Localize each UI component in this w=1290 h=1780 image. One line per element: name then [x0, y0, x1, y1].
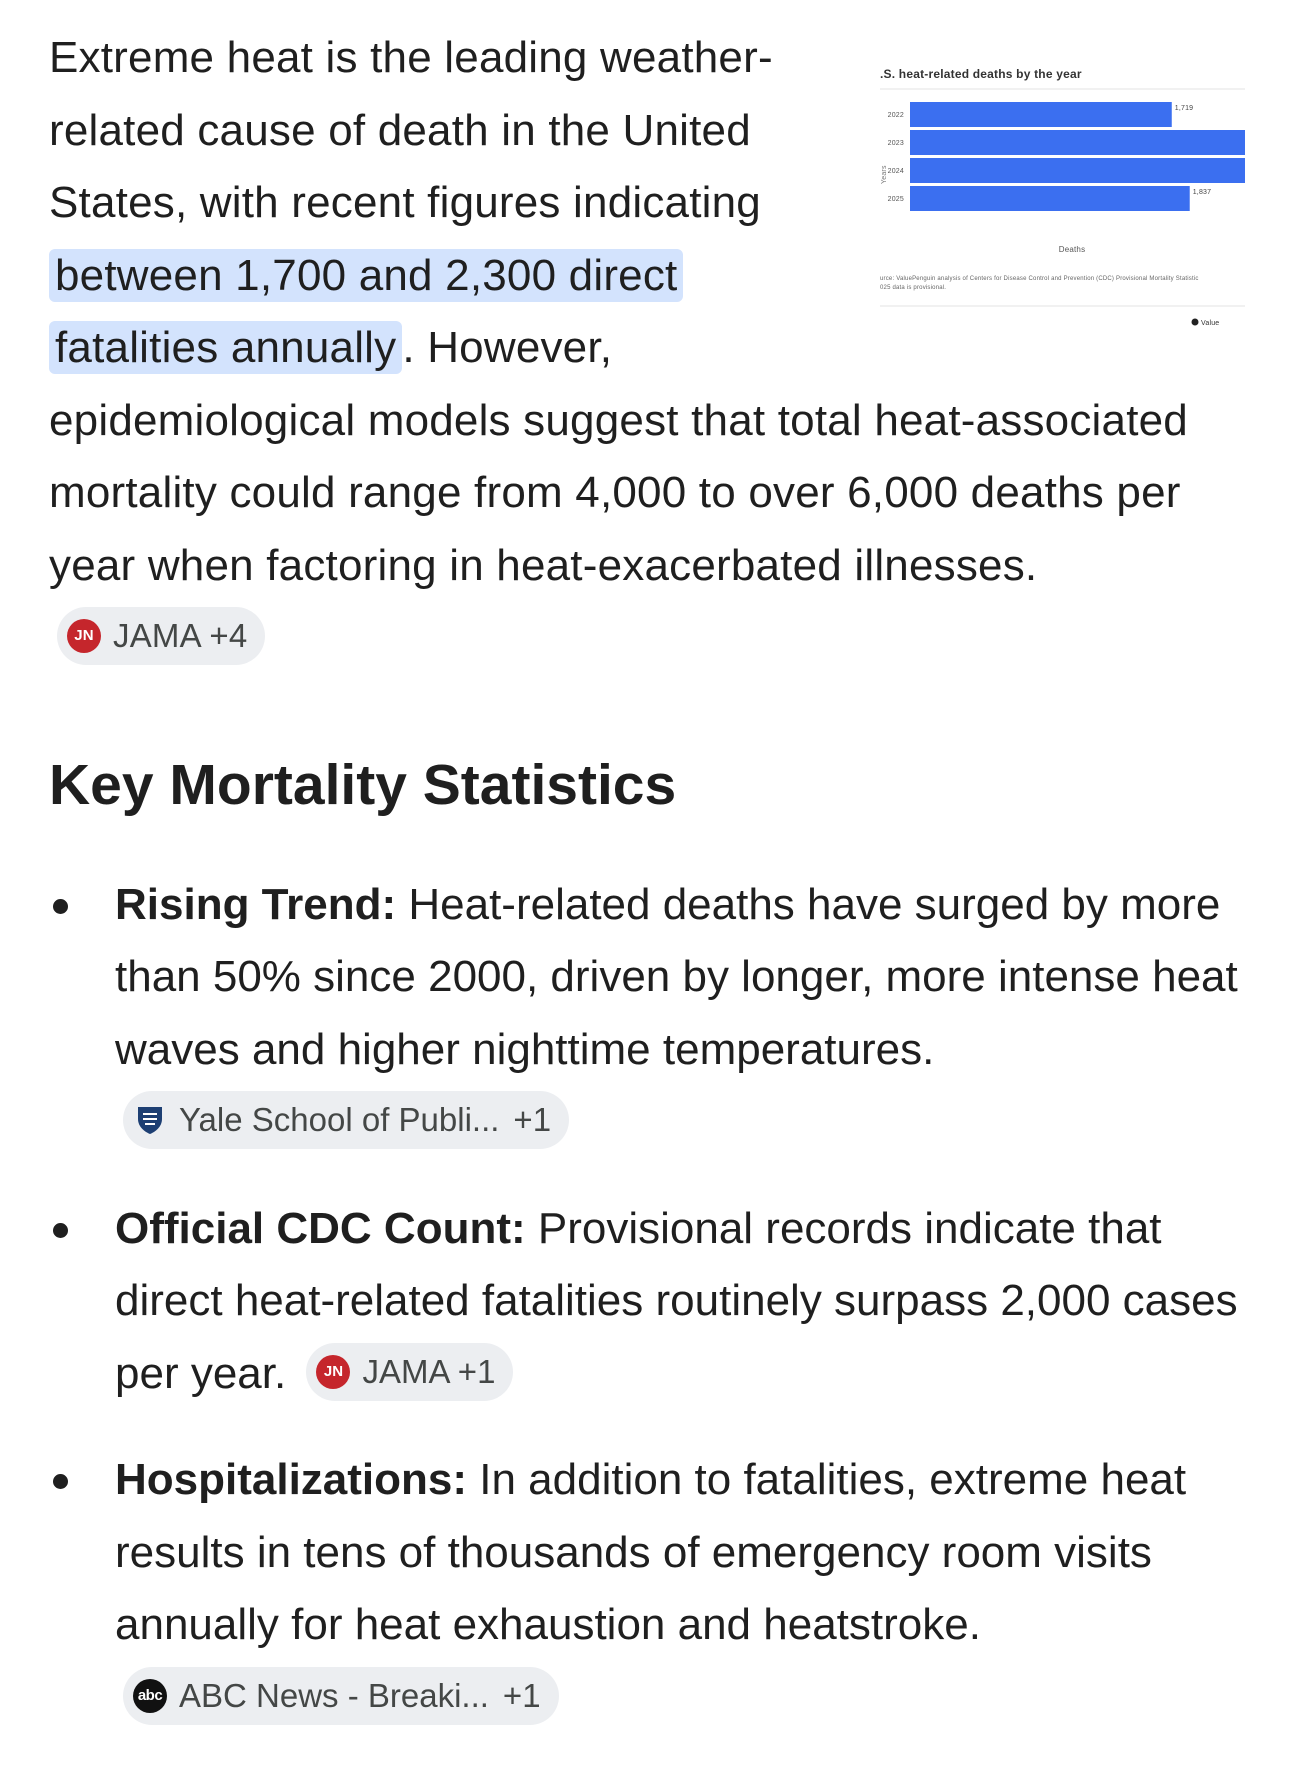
chart-svg [880, 44, 1245, 342]
source-chip-more: +1 [502, 1676, 541, 1714]
tick-label-2025: 2025 [887, 196, 904, 203]
source-chip-more: +1 [513, 1101, 552, 1139]
section-heading: Key Mortality Statistics [49, 752, 677, 817]
value-penguin-logo-icon [1192, 319, 1199, 326]
list-item-cdc-count [49, 1193, 1245, 1411]
chart-ylabel: Years [881, 165, 888, 184]
item-title: Official CDC Count: [115, 1203, 526, 1253]
source-chip-jama[interactable] [306, 1343, 513, 1401]
list-item-rising-trend [49, 869, 1245, 1159]
chart-source: urce: ValuePenguin analysis of Centers for Disease Control and Prevention (CDC) Provisional Mortality Statistic [880, 276, 1199, 282]
intro-text-end: . However, epidemiological models suggest that total heat-associated mortality could range from 4,000 to over 6,000 deaths per year when factoring in heat-exacerbated illnesses. [49, 323, 1188, 590]
chart-bars [888, 102, 1245, 211]
yale-shield-icon [133, 1103, 167, 1137]
chart-xlabel: Deaths [1058, 245, 1086, 254]
item-text: Provisional records indicate that direct heat-related fatalities routinely surpass 2,000 cases per year. [115, 1203, 1238, 1398]
data-label-2022: 1,719 [1174, 105, 1194, 112]
chart-thumbnail[interactable] [880, 44, 1245, 342]
item-title: Hospitalizations: [115, 1455, 468, 1504]
source-chip-yale[interactable] [123, 1091, 569, 1149]
source-chip-jama[interactable] [57, 607, 265, 665]
list-item-hospitalizations [49, 1444, 1245, 1734]
jama-network-icon: JN [67, 619, 101, 653]
tick-label-2024: 2024 [887, 168, 904, 175]
bar-2023 [910, 130, 1245, 155]
answer-content [49, 22, 1245, 1768]
item-title: Rising Trend: [115, 879, 397, 929]
jama-network-icon: JN [316, 1355, 350, 1389]
data-label-2025: 1,837 [1192, 189, 1212, 196]
bar-2022 [910, 102, 1172, 127]
chart-title: .S. heat-related deaths by the year [880, 67, 1082, 81]
bullet-icon [53, 1474, 68, 1489]
tick-label-2023: 2023 [887, 140, 904, 147]
source-chip-label: Yale School of Publi... [179, 1101, 500, 1139]
intro-text-start: Extreme heat is the leading weather-related cause of death in the United States, with recent figures indicating [49, 33, 773, 227]
item-text: Heat-related deaths have surged by more than 50% since 2000, driven by longer, more intense heat waves and higher nighttime temperatures. [115, 879, 1238, 1074]
chart-brand: Value [1201, 320, 1220, 327]
intro-paragraph [49, 22, 1245, 675]
chart-note: 025 data is provisional. [880, 285, 947, 291]
statistics-list [49, 869, 1245, 1735]
bullet-icon [53, 899, 68, 914]
source-chip-label: JAMA +4 [113, 617, 248, 655]
source-chip-abc-news[interactable] [123, 1667, 559, 1725]
tick-label-2022: 2022 [887, 112, 904, 119]
highlighted-fatality-range: between 1,700 and 2,300 direct fatalities annually [49, 249, 683, 375]
bullet-icon [53, 1223, 68, 1238]
source-chip-label: ABC News - Breaki... [179, 1676, 489, 1714]
item-text: In addition to fatalities, extreme heat results in tens of thousands of emergency room visits annually for heat exhaustion and heatstroke. [115, 1455, 1187, 1649]
bar-2025 [910, 186, 1190, 211]
bar-2024 [910, 158, 1245, 183]
abc-news-icon: abc [133, 1679, 167, 1713]
source-chip-label: JAMA +1 [362, 1352, 496, 1390]
